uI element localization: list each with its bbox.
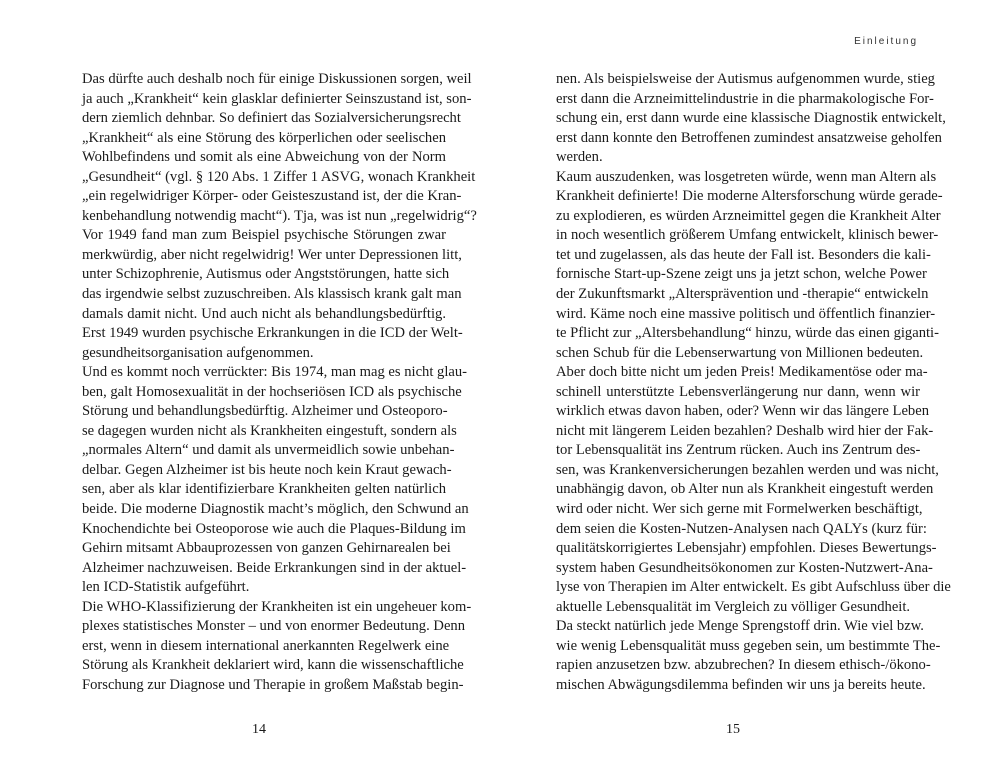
text-line: schen Schub für die Lebenserwartung von Millionen bedeuten. [556,344,924,361]
text-line: wird oder nicht. Wer sich gerne mit Formelwerken beschäftigt, [556,501,923,518]
text-line: damals damit nicht. Und auch nicht als behandlungsbedürftig. [82,305,446,322]
right-page-text [556,70,951,696]
text-line: erst dann die Arzneimittelindustrie in die pharmakologische For- [556,90,934,107]
text-line: schinell unterstützte Lebensverlängerung nur dann, wenn wir [556,383,920,400]
text-line: nicht mit längerem Leiden bezahlen? Deshalb wird hier der Fak- [556,422,934,439]
text-line: sen, was Krankenversicherungen bezahlen werden und was nicht, [556,461,939,478]
text-line: Knochendichte bei Osteoporose wie auch die Plaques-Bildung im [82,520,466,537]
text-line: Die WHO-Klassifizierung der Krankheiten ist ein ungeheuer kom- [82,598,472,615]
text-line: „Krankheit“ als eine Störung des körperlichen oder seelischen [82,129,446,146]
text-line: dern ziemlich dehnbar. So definiert das Sozialversicherungsrecht [82,110,461,127]
text-line: tet und zugelassen, als das heute der Fall ist. Besonders die kali- [556,246,931,263]
text-line: in noch wesentlich größerem Umfang entwickelt, klinisch bewer- [556,227,939,244]
text-line: erst, wenn in diesem international anerkannten Regelwerk eine [82,637,450,654]
text-line: Störung und behandlungsbedürftig. Alzheimer und Osteoporo- [82,403,448,420]
left-page-number: 14 [252,722,266,737]
text-line: das irgendwie selbst zuzuschreiben. Als klassisch krank galt man [82,286,462,303]
text-line: wirklich etwas davon haben, oder? Wenn wir das längere Leben [556,403,929,420]
text-line: ja auch „Krankheit“ kein glasklar definierter Seinszustand ist, son- [82,90,472,107]
text-line: plexes statistisches Monster – und von enormer Bedeutung. Denn [82,618,466,635]
text-line: Krankheit definierte! Die moderne Altersforschung würde gerade- [556,188,943,205]
text-line: ben, galt Homosexualität in der hochseriösen ICD als psychische [82,383,462,400]
text-line: der Zukunftsmarkt „Altersprävention und -therapie“ entwickeln [556,286,929,303]
text-line: Forschung zur Diagnose und Therapie in großem Maßstab begin- [82,676,464,693]
text-line: zu explodieren, es würden Arzneimittel gegen die Krankheit Alter [556,207,941,224]
text-line: unter Schizophrenie, Autismus oder Angststörungen, hatte sich [82,266,450,283]
text-line: Das dürfte auch deshalb noch für einige Diskussionen sorgen, weil [82,71,472,87]
text-line: werden. [556,149,603,166]
text-line: gesundheitsorganisation aufgenommen. [82,344,314,361]
text-line: mischen Abwägungsdilemma befinden wir uns ja bereits heute. [556,676,926,693]
running-head: Einleitung [854,36,918,47]
text-line: Gehirn mitsamt Abbauprozessen von ganzen Gehirnarealen bei [82,540,451,557]
text-line: te Pflicht zur „Altersbehandlung“ hinzu, würde das einen giganti- [556,325,939,342]
text-line: len ICD-Statistik aufgeführt. [82,579,250,596]
text-line: kenbehandlung notwendig macht“). Tja, was ist nun „regelwidrig“? [82,207,477,224]
text-line: sen, aber als klar identifizierbare Krankheiten gelten natürlich [82,481,446,498]
text-line: erst dann konnte den Betroffenen zumindest ansatzweise geholfen [556,129,942,146]
text-line: Kaum auszudenken, was losgetreten würde, wenn man Altern als [556,168,937,185]
text-line: system haben Gesundheitsökonomen zur Kosten-Nutzwert-Ana- [556,559,933,576]
text-line: Erst 1949 wurden psychische Erkrankungen in die ICD der Welt- [82,325,463,342]
text-line: tor Lebensqualität ins Zentrum rücken. Auch ins Zentrum des- [556,442,921,459]
text-line: delbar. Gegen Alzheimer ist bis heute noch kein Kraut gewach- [82,461,452,478]
text-line: aktuelle Lebensqualität im Vergleich zu völliger Gesundheit. [556,598,911,615]
text-line: „Gesundheit“ (vgl. § 120 Abs. 1 Ziffer 1 ASVG, wonach Krankheit [82,168,476,185]
text-line: Alzheimer nachzuweisen. Beide Erkrankungen sind in der aktuel- [82,559,467,576]
text-line: wie wenig Lebensqualität muss gegeben sein, um bestimmte The- [556,637,941,654]
text-line: wird. Käme noch eine massive politisch und öffentlich finanzier- [556,305,936,322]
text-line: lyse von Therapien im Alter entwickelt. Es gibt Aufschluss über die [556,579,951,596]
text-line: Wohlbefindens und somit als eine Abweichung von der Norm [82,149,446,166]
text-line: „normales Altern“ und damit als unvermeidlich sowie unbehan- [82,442,455,459]
text-line: rapien anzusetzen bzw. abzubrechen? In diesem ethisch-/ökono- [556,657,931,674]
text-line: Aber doch bitte nicht um jeden Preis! Medikamentöse oder ma- [556,364,928,381]
text-line: beide. Die moderne Diagnostik macht’s möglich, den Schwund an [82,501,469,518]
text-line: Vor 1949 fand man zum Beispiel psychische Störungen zwar [82,227,446,244]
text-line: merkwürdig, aber nicht regelwidrig! Wer unter Depressionen litt, [82,246,462,263]
text-line: nen. Als beispielsweise der Autismus aufgenommen wurde, stieg [556,71,935,87]
text-line: Und es kommt noch verrückter: Bis 1974, man mag es nicht glau- [82,364,468,381]
text-line: schung ein, erst dann wurde eine klassische Diagnostik entwickelt, [556,110,946,127]
text-line: fornische Start-up-Szene zeigt uns ja jetzt schon, welche Power [556,266,927,283]
text-line: Störung als Krankheit deklariert wird, kann die wissenschaftliche [82,657,464,674]
text-line: dem seien die Kosten-Nutzen-Analysen nach QALYs (kurz für: [556,520,927,537]
text-line: „ein regelwidriger Körper- oder Geisteszustand ist, der die Kran- [82,188,462,205]
right-page-number: 15 [726,722,740,737]
text-line: Da steckt natürlich jede Menge Sprengstoff drin. Wie viel bzw. [556,618,924,635]
left-page-text [82,70,477,696]
text-line: qualitätskorrigiertes Lebensjahr) empfohlen. Dieses Bewertungs- [556,540,937,557]
text-line: se dagegen wurden nicht als Krankheiten eingestuft, sondern als [82,422,457,439]
text-line: unabhängig davon, ob Alter nun als Krankheit eingestuft werden [556,481,934,498]
